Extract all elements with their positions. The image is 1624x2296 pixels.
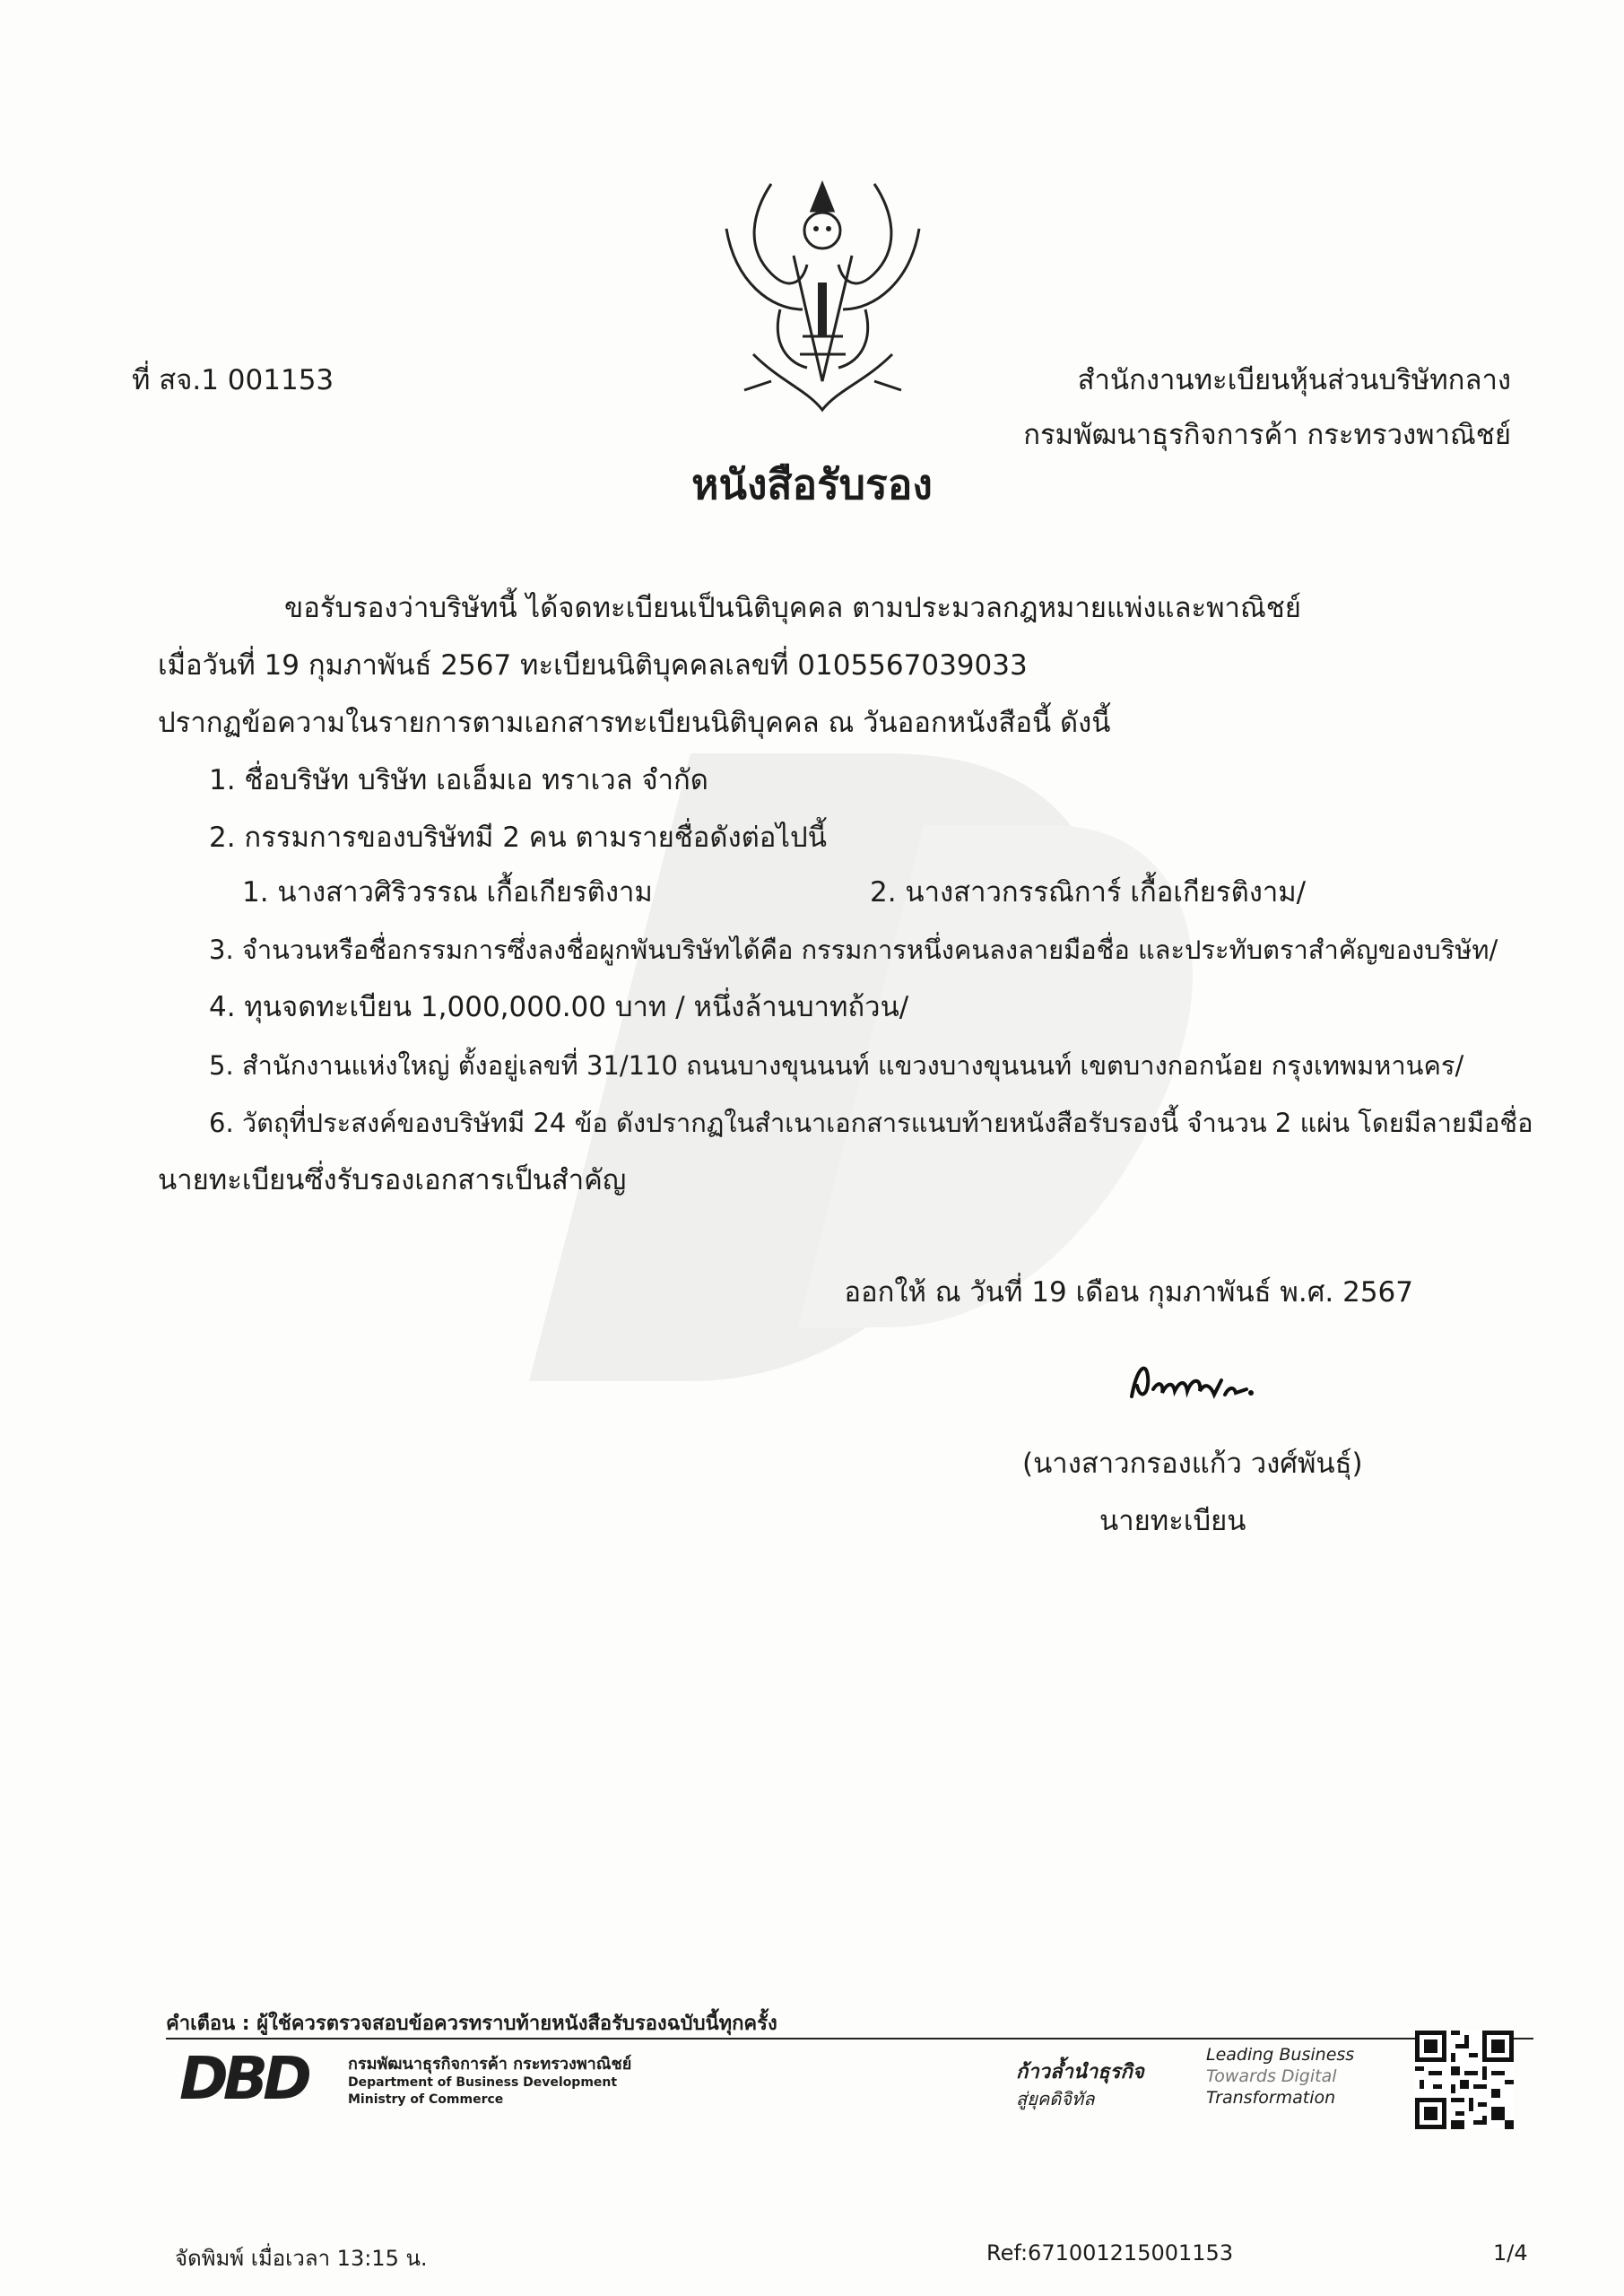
item-directors: 2. กรรมการของบริษัทมี 2 คน ตามรายชื่อดังต่อไปนี้ xyxy=(209,822,827,854)
director-1: 1. นางสาวศิริวรรณ เกื้อเกียรติงาม xyxy=(242,876,653,909)
reference-number: ที่ สจ.1 001153 xyxy=(132,364,334,396)
reference-code: Ref:671001215001153 xyxy=(986,2240,1234,2266)
item-registered-capital: 4. ทุนจดทะเบียน 1,000,000.00 บาท / หนึ่งล้านบาทถ้วน/ xyxy=(209,991,909,1023)
department-name: กรมพัฒนาธุรกิจการค้า กระทรวงพาณิชย์ xyxy=(1023,419,1511,451)
item-objectives: 6. วัตถุที่ประสงค์ของบริษัทมี 24 ข้อ ดังปรากฏในสำเนาเอกสารแนบท้ายหนังสือรับรองนี้ จำนวน 2 แผ่น โดยมีลายมือชื่อ xyxy=(209,1108,1533,1138)
department-thai: กรมพัฒนาธุรกิจการค้า กระทรวงพาณิชย์ xyxy=(348,2055,632,2074)
page-number: 1/4 xyxy=(1493,2240,1528,2266)
printed-time: จัดพิมพ์ เมื่อเวลา 13:15 น. xyxy=(175,2246,428,2271)
office-name: สำนักงานทะเบียนหุ้นส่วนบริษัทกลาง xyxy=(1077,364,1511,396)
item-signing-authority: 3. จำนวนหรือชื่อกรรมการซึ่งลงชื่อผูกพันบริษัทได้คือ กรรมการหนึ่งคนลงลายมือชื่อ และประทับตราสำคัญของบริษัท/ xyxy=(209,935,1498,965)
document-title: หนังสือรับรอง xyxy=(691,460,933,509)
slogan-thai-line-1: ก้าวล้ำนำธุรกิจ xyxy=(1016,2061,1144,2083)
issued-date: ออกให้ ณ วันที่ 19 เดือน กุมภาพันธ์ พ.ศ. 2567 xyxy=(844,1276,1413,1309)
signatory-name: (นางสาวกรองแก้ว วงศ์พันธุ์) xyxy=(1022,1448,1363,1480)
signatory-title: นายทะเบียน xyxy=(1099,1505,1246,1537)
item-head-office: 5. สำนักงานแห่งใหญ่ ตั้งอยู่เลขที่ 31/110 ถนนบางขุนนนท์ แขวงบางขุนนนท์ เขตบางกอกน้อย กรุงเทพมหานคร/ xyxy=(209,1050,1464,1081)
item-company-name: 1. ชื่อบริษัท บริษัท เอเอ็มเอ ทราเวล จำกัด xyxy=(209,764,708,796)
ministry-english: Ministry of Commerce xyxy=(348,2092,504,2107)
dbd-logo: DBD xyxy=(179,2044,307,2113)
intro-line-2: เมื่อวันที่ 19 กุมภาพันธ์ 2567 ทะเบียนนิติบุคคลเลขที่ 0105567039033 xyxy=(158,649,1028,682)
handwritten-signature xyxy=(1121,1350,1255,1413)
slogan-english-line-2: Towards Digital xyxy=(1206,2066,1337,2086)
footer-divider xyxy=(166,2038,1533,2039)
intro-line-1: ขอรับรองว่าบริษัทนี้ ได้จดทะเบียนเป็นนิติบุคคล ตามประมวลกฎหมายแพ่งและพาณิชย์ xyxy=(284,592,1301,624)
qr-code[interactable] xyxy=(1415,2031,1514,2129)
slogan-english-line-1: Leading Business xyxy=(1206,2045,1355,2065)
slogan-english-line-3: Transformation xyxy=(1206,2088,1336,2108)
director-2: 2. นางสาวกรรณิการ์ เกื้อเกียรติงาม/ xyxy=(870,876,1307,909)
item-objectives-continued: นายทะเบียนซึ่งรับรองเอกสารเป็นสำคัญ xyxy=(158,1164,627,1196)
slogan-thai-line-2: สู่ยุคดิจิทัล xyxy=(1016,2088,1095,2109)
warning-notice: คำเตือน : ผู้ใช้ควรตรวจสอบข้อควรทราบท้ายหนังสือรับรองฉบับนี้ทุกครั้ง xyxy=(166,2013,777,2035)
department-english: Department of Business Development xyxy=(348,2075,618,2090)
intro-line-3: ปรากฏข้อความในรายการตามเอกสารทะเบียนนิติบุคคล ณ วันออกหนังสือนี้ ดังนี้ xyxy=(158,707,1111,739)
garuda-emblem xyxy=(717,175,928,417)
